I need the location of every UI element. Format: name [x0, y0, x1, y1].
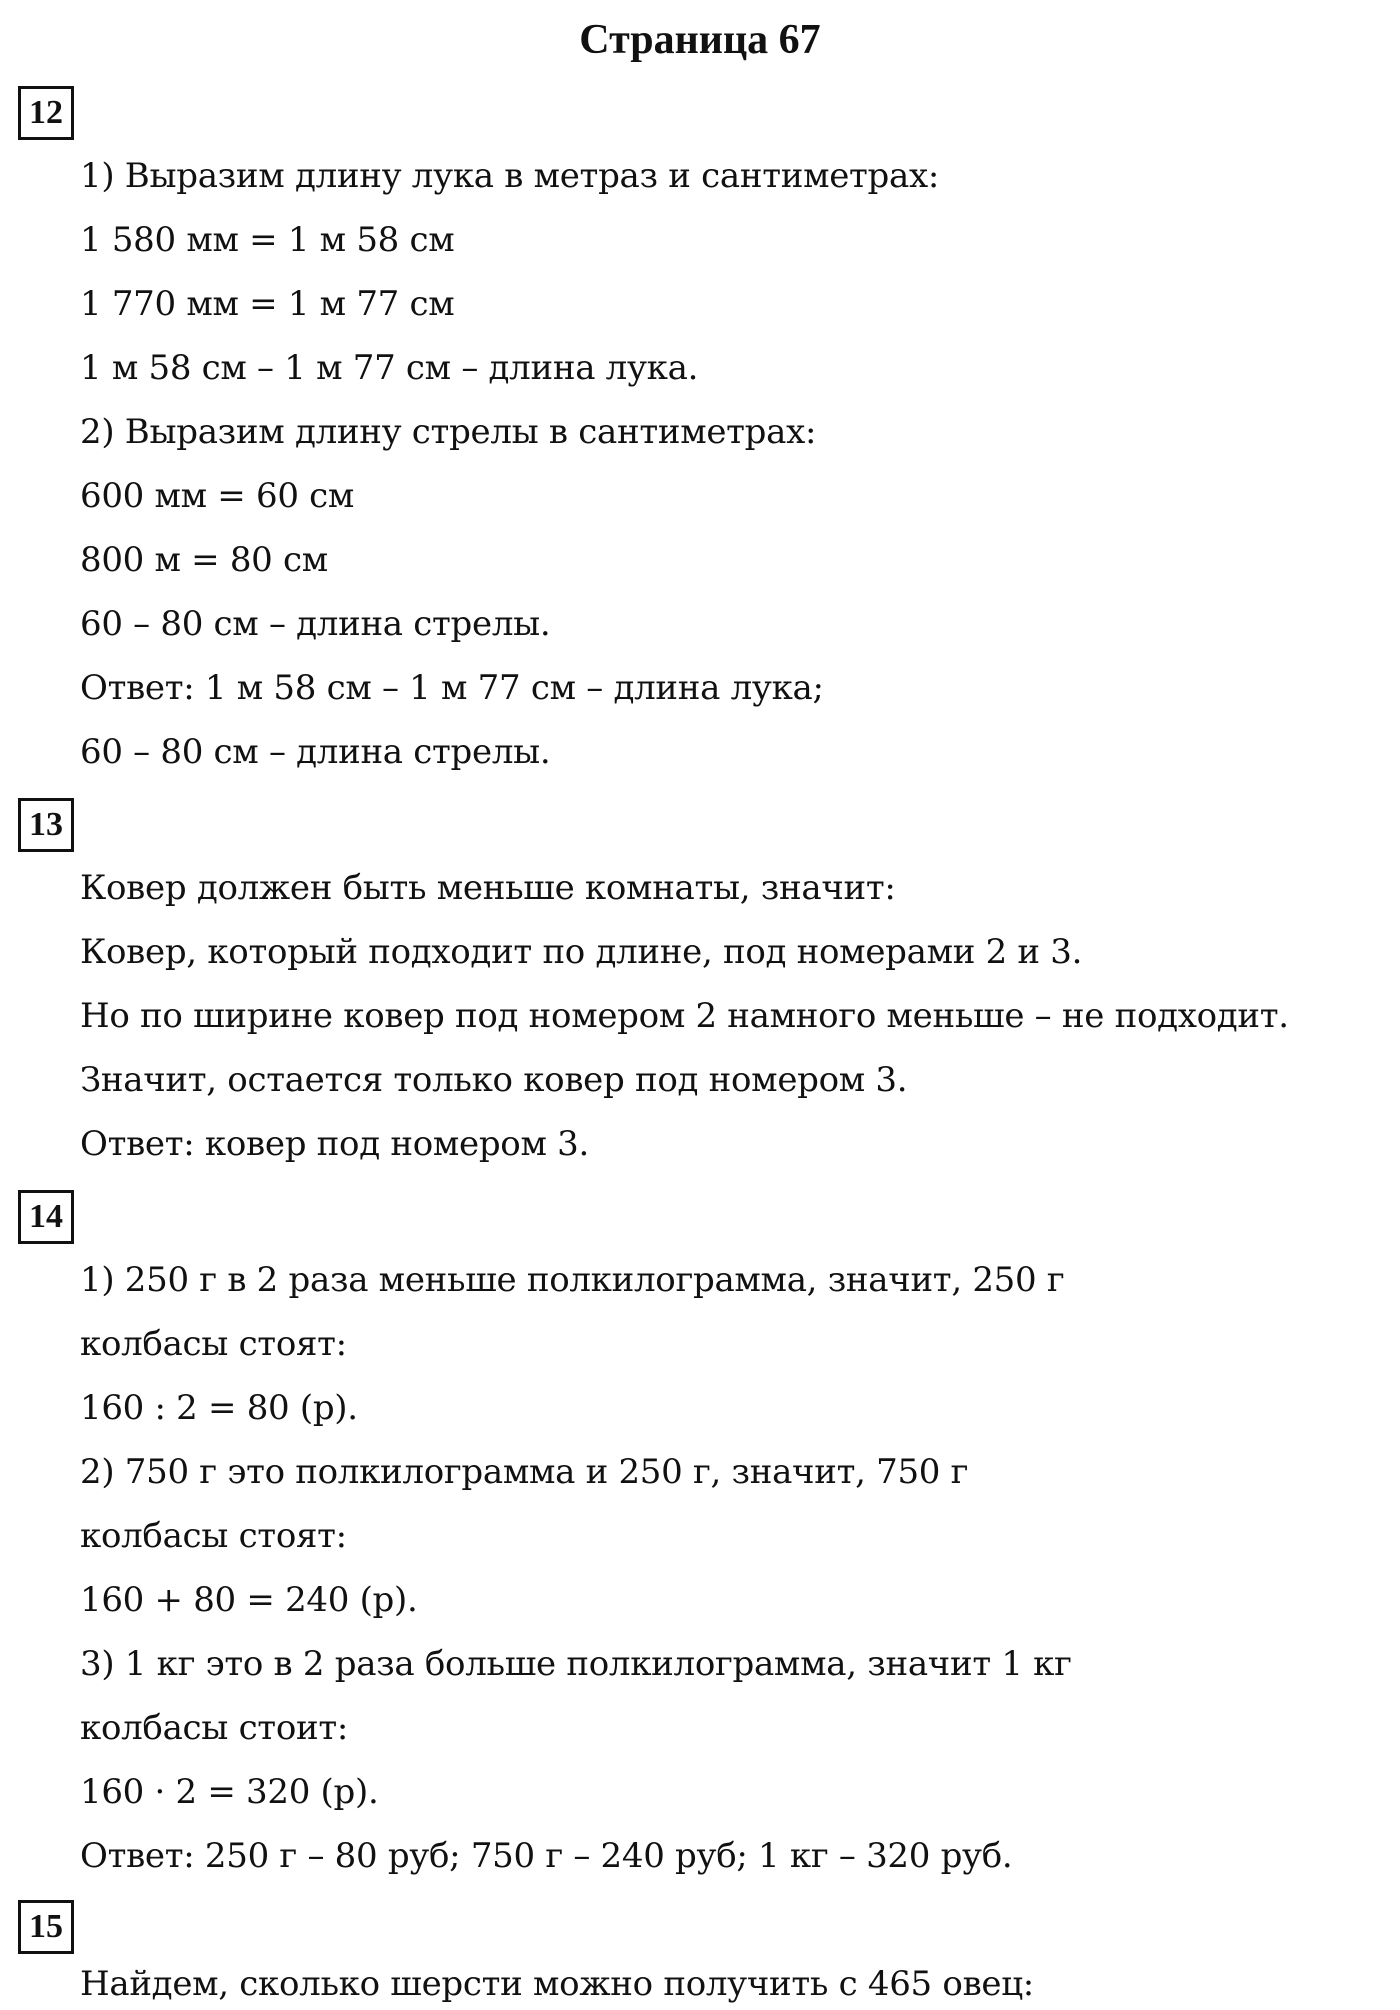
- task-13-line: Но по ширине ковер под номером 2 намного меньше – не подходит.: [80, 996, 1289, 1036]
- task-14-line: колбасы стоят:: [80, 1516, 347, 1556]
- page-title: Страница 67: [579, 17, 821, 63]
- task-14-line: колбасы стоит:: [80, 1708, 349, 1748]
- task-12-answer: Ответ: 1 м 58 см – 1 м 77 см – длина лука;: [80, 668, 824, 708]
- task-13-line: Ковер, который подходит по длине, под номерами 2 и 3.: [80, 932, 1083, 972]
- task-14-line: 160 + 80 = 240 (р).: [80, 1580, 418, 1620]
- task-12-line: 60 – 80 см – длина стрелы.: [80, 732, 551, 772]
- task-14-line: колбасы стоят:: [80, 1324, 347, 1364]
- task-12-line: 800 м = 80 см: [80, 540, 328, 580]
- task-12-line: 1) Выразим длину лука в метраз и сантиметрах:: [80, 156, 940, 196]
- task-12-line: 1 770 мм = 1 м 77 см: [80, 284, 455, 324]
- task-12-line: 2) Выразим длину стрелы в сантиметрах:: [80, 412, 817, 452]
- task-number-15: 15: [18, 1900, 74, 1954]
- task-14-line: 1) 250 г в 2 раза меньше полкилограмма, значит, 250 г: [80, 1260, 1065, 1300]
- task-14-line: 2) 750 г это полкилограмма и 250 г, значит, 750 г: [80, 1452, 969, 1492]
- task-13-line: Значит, остается только ковер под номером 3.: [80, 1060, 908, 1100]
- task-number-13: 13: [18, 798, 74, 852]
- task-12-line: 60 – 80 см – длина стрелы.: [80, 604, 551, 644]
- task-15-line: Найдем, сколько шерсти можно получить с 465 овец:: [80, 1964, 1034, 2004]
- task-13-line: Ковер должен быть меньше комнаты, значит:: [80, 868, 896, 908]
- task-12-line: 1 м 58 см – 1 м 77 см – длина лука.: [80, 348, 699, 388]
- task-14-line: 160 · 2 = 320 (р).: [80, 1772, 379, 1812]
- task-14-line: 3) 1 кг это в 2 раза больше полкилограмма, значит 1 кг: [80, 1644, 1072, 1684]
- task-12-line: 600 мм = 60 см: [80, 476, 355, 516]
- task-12-line: 1 580 мм = 1 м 58 см: [80, 220, 455, 260]
- task-14-answer: Ответ: 250 г – 80 руб; 750 г – 240 руб; 1 кг – 320 руб.: [80, 1836, 1013, 1876]
- task-number-14: 14: [18, 1190, 74, 1244]
- task-13-answer: Ответ: ковер под номером 3.: [80, 1124, 589, 1164]
- task-14-line: 160 : 2 = 80 (р).: [80, 1388, 358, 1428]
- task-number-12: 12: [18, 86, 74, 140]
